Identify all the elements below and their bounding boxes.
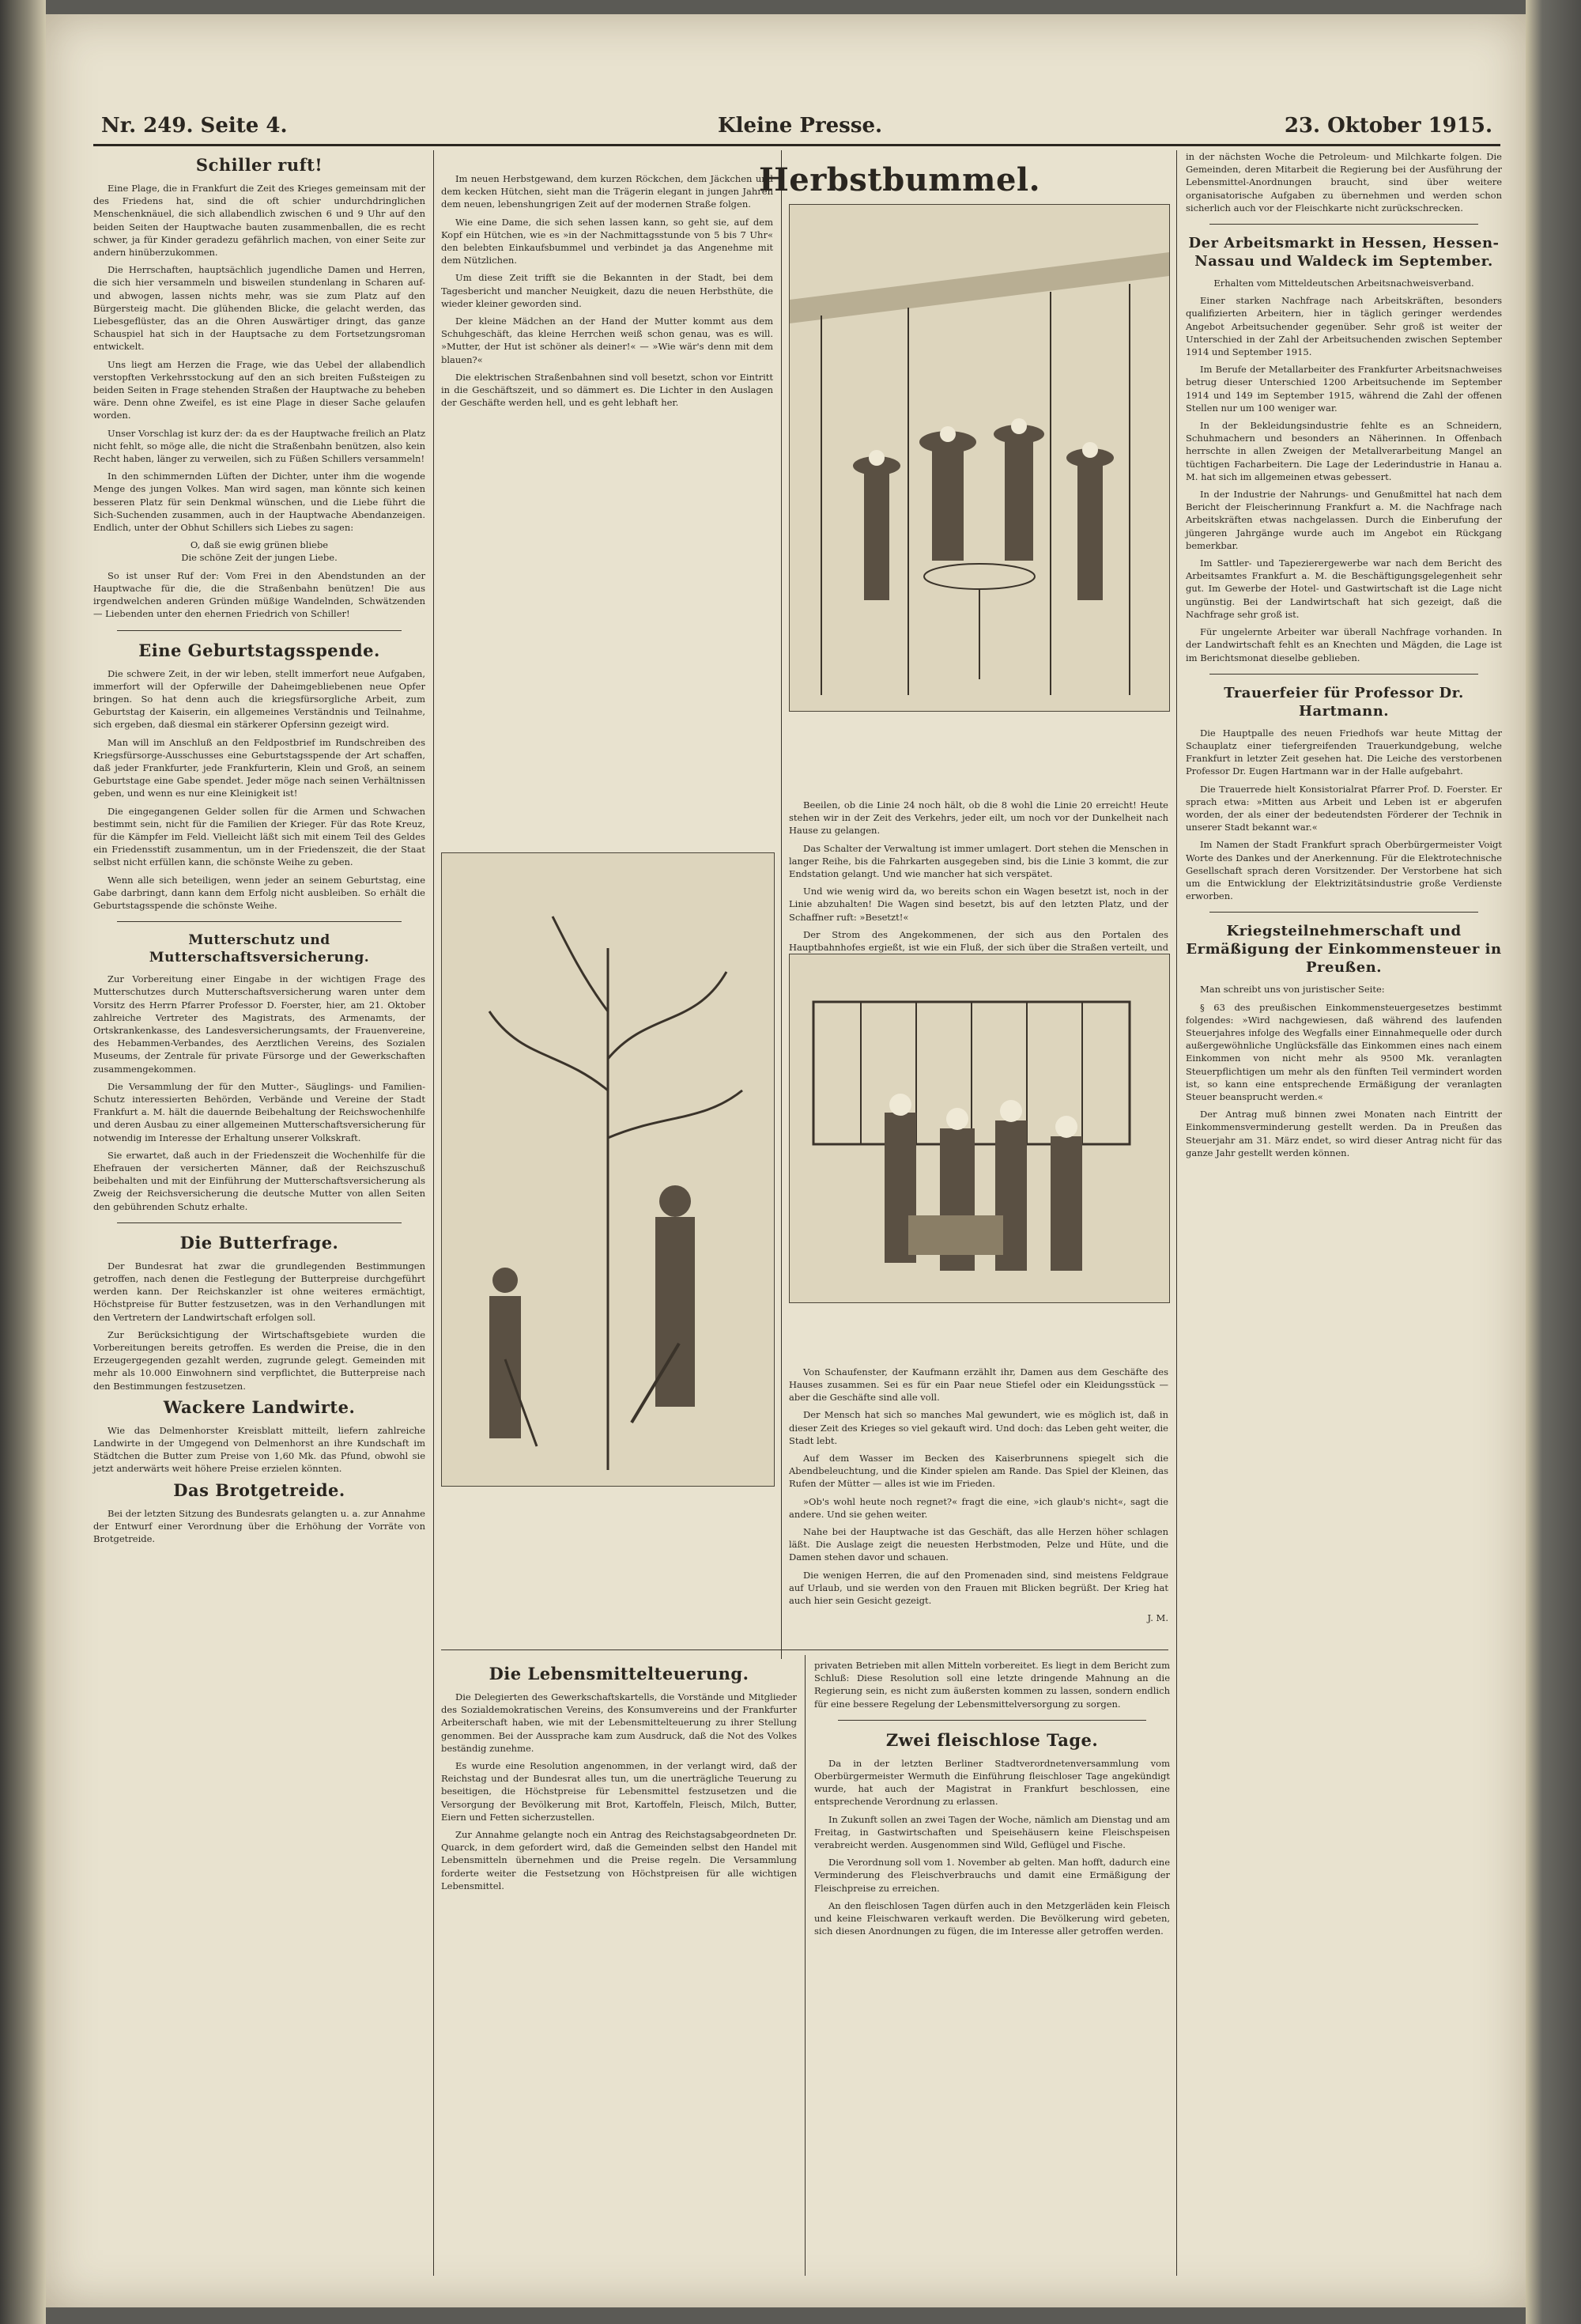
paragraph: Einer starken Nachfrage nach Arbeitskräften, besonders qualifizierten Arbeitern, hier in täglich geringer werdendes Angebot Arbeitsuchender gegenüber. Sehr groß ist weiter der Unterschied in der Zahl der Arbeitsuchenden zwischen September 1914 und September 1915. — [1186, 295, 1502, 358]
byline: Erhalten vom Mitteldeutschen Arbeitsnachweisverband. — [1213, 278, 1474, 289]
book-edge-right — [1526, 0, 1581, 2324]
paragraph: In der Industrie der Nahrungs- und Genußmittel hat nach dem Bericht der Fleischerinnung Frankfurt a. M. die Nachfrage nach Arbeitskräften etwas nachgelassen. Durch die Einberufung der jüngeren Jahrgänge wurde auch im Angebot ein Rückgang bemerkbar. — [1186, 489, 1502, 551]
headline-arbeitsmarkt: Der Arbeitsmarkt in Hessen, Hessen-Nassau und Waldeck im September. — [1188, 235, 1500, 270]
divider — [1209, 224, 1478, 225]
newspaper-page — [46, 14, 1526, 2307]
paragraph: Die Herrschaften, hauptsächlich jugendliche Damen und Herren, die sich hier versammeln und bisweilen stundenlang in Scharen auf- und abwogen, lassen nichts mehr, was sie zum Platz auf den Bürgersteig macht. Die glühenden Blicke, die gelacht werden, das Liebesgeflüster, das an die Ohren Auswärtiger dringt, das ganze Schauspiel hat sich in der Hauptsache zu dem Fortsetzungsroman entwickelt. — [93, 264, 425, 353]
headline-butterfrage: Die Butterfrage. — [179, 1232, 339, 1253]
paragraph: § 63 des preußischen Einkommensteuergesetzes bestimmt folgendes: »Wird nachgewiesen, daß während des laufenden Steuerjahres infolge des Wegfalls einer Einnahmequelle oder durch außergewöhnliche Unglücksfälle das Einkommen eines nach einem Einkommen von nicht mehr als 9500 Mk. veranlagten Steuerpflichtigen um mehr als den fünften Teil vermindert worden ist, so kann eine entsprechende Ermäßigung der veranlagten Steuer beansprucht werden.« — [1186, 1001, 1502, 1102]
headline-hartmann: Trauerfeier für Professor Dr. Hartmann. — [1224, 684, 1464, 720]
paragraph: Der Mensch hat sich so manches Mal gewundert, wie es möglich ist, daß in dieser Zeit des Krieges so viel gekauft wird. Und doch: das Leben geht weiter, die Stadt lebt. — [789, 1409, 1168, 1446]
verse-line: Die schöne Zeit der jungen Liebe. — [181, 552, 338, 564]
paragraph: In den schimmernden Lüften der Dichter, unter ihm die wogende Menge des jungen Volkes. Man wird sagen, man könnte sich keinen besseren Platz für sein Denkmal wünschen, und die Liebe führt die Sich-Suchenden zusammen, auch in der Hauptwache Abendanzeigen. Endlich, unter der Obhut Schillers sich Liebes zu sagen: — [93, 470, 425, 534]
paragraph: In Zukunft sollen an zwei Tagen der Woche, nämlich am Dienstag und am Freitag, in Gastwirtschaften und Speisehäusern keine Fleischspeisen verabreicht werden. Ausgenommen sind Wild, Geflügel und Fische. — [814, 1813, 1170, 1851]
masthead — [93, 109, 1500, 146]
paragraph: Der kleine Mädchen an der Hand der Mutter kommt aus dem Schuhgeschäft, das kleine Herrchen weiß schon genau, was es will. »Mutter, der Hut ist schöner als deiner!« — »Wie wär's denn mit dem blauen?« — [441, 316, 773, 365]
paper-title: Kleine Presse. — [718, 114, 883, 138]
paragraph: Im neuen Herbstgewand, dem kurzen Röckchen, dem Jäckchen und dem kecken Hütchen, sieht man die Trägerin elegant in jungen Jahren dem neuen, lebenshungrigen Zeit auf der modernen Straße folgen. — [441, 173, 773, 210]
headline-lebensmittelteuerung: Die Lebensmittelteuerung. — [489, 1664, 749, 1683]
divider — [117, 921, 402, 922]
paragraph: »Ob's wohl heute noch regnet?« fragt die eine, »ich glaub's nicht«, sagt die andere. Und sie gehen weiter. — [789, 1495, 1168, 1520]
issue-number: Nr. 249. Seite 4. — [101, 114, 288, 138]
paragraph: Eine Plage, die in Frankfurt die Zeit des Krieges gemeinsam mit der des Friedens hat, sind die oft schier undurchdringlichen Menschenknäuel, die sich allabendlich zwischen 6 und 9 Uhr auf den beiden Seiten der Hauptwache bauten zusammenballen, die es recht schwer, ja für Kinder geradezu gefährlich machen, von einer Seite zur andern hinüberzukommen. — [93, 183, 425, 259]
paragraph: Beeilen, ob die Linie 24 noch hält, ob die 8 wohl die Linie 20 erreicht! Heute stehen wir in der Zeit des Verkehrs, jeder eilt, um noch vor der Dunkelheit nach Hause zu gelangen. — [789, 799, 1168, 837]
divider — [117, 1222, 402, 1223]
paragraph: Uns liegt am Herzen die Frage, wie das Uebel der allabendlich verstopften Verkehrsstockung auf den an sich breiten Fußsteigen zu beiden Seiten in Frage stehenden Straßen der Hauptwache zu beheben wäre. Denn ohne Zweifel, es ist eine Plage in dieser Sache gelaufen worden. — [93, 358, 425, 421]
paragraph: Zur Annahme gelangte noch ein Antrag des Reichstagsabgeordneten Dr. Quarck, in dem gefordert wird, daß die Gemeinden selbst den Handel mit Lebensmitteln übernehmen und die Preise regeln. Die Versammlung forderte weiter die Festsetzung von Höchstpreisen für alle wichtigen Lebensmittel. — [441, 1829, 797, 1891]
column-rule — [1176, 150, 1177, 2276]
paragraph: In der Bekleidungsindustrie fehlte es an Schneidern, Schuhmachern und besonders an Näherinnen. In Offenbach herrschte in allen Zweigen der Metallverarbeitung Mangel an tüchtigen Facharbeitern. Die Lage der Lederindustrie in Hanau a. M. hat sich im allgemeinen etwas gebessert. — [1186, 420, 1502, 482]
paragraph: Für ungelernte Arbeiter war überall Nachfrage vorhanden. In der Landwirtschaft fehlt es an Knechten und Mägden, die Lage ist im Berichtsmonat dieselbe geblieben. — [1186, 626, 1502, 663]
paragraph: Die elektrischen Straßenbahnen sind voll besetzt, schon vor Eintritt in die Geschäftszeit, und so dämmert es. Die Lichter in den Auslagen der Geschäfte werden hell, und es geht lebhaft her. — [441, 371, 773, 409]
book-edge-left — [0, 0, 46, 2324]
paragraph: Die eingegangenen Gelder sollen für die Armen und Schwachen bestimmt sein, nicht für die Familien der Krieger. Für das Rote Kreuz, für die Kämpfer im Feld. Vielleicht läßt sich mit einem Teil des Geldes ein Friedensstift zusammentun, um in der Friedenszeit, die der Staat selbst nicht erfüllen kann, die schönste Weihe zu geben. — [93, 805, 425, 868]
paragraph: Die Versammlung der für den Mutter-, Säuglings- und Familien-Schutz interessierten Behörden, Verbände und Vereine der Stadt Frankfurt a. M. hält die dauernde Beibehaltung der Reichswochenhilfe und deren Ausbau zu einer allgemeinen Mutterschaftsversicherung für notwendig im Interesse der Erhaltung unserer Volkskraft. — [93, 1080, 425, 1143]
article-lebensmittel — [441, 1659, 797, 2276]
paragraph: privaten Betrieben mit allen Mitteln vorbereitet. Es liegt in dem Bericht zum Schluß: Diese Resolution soll eine letzte dringende Mahnung an die Regierung sein, es nicht zum äußersten kommen zu lassen, sondern endlich für eine bessere Regelung der Lebensmittelversorgung zu sorgen. — [814, 1660, 1170, 1710]
paragraph: Der Strom des Angekommenen, der sich aus den Portalen des Hauptbahnhofes ergießt, ist wie ein Fluß, der sich über die Straßen verteilt, und — [789, 928, 1168, 954]
column-rule — [433, 150, 434, 2276]
paragraph: Die Trauerrede hielt Konsistorialrat Pfarrer Prof. D. Foerster. Er sprach etwa: »Mitten aus Arbeit und Leben ist er abgerufen worden, der als einer der bedeutendsten Förderer der Technik in unserer Stadt bekannt war.« — [1186, 783, 1502, 833]
paragraph: Der Antrag muß binnen zwei Monaten nach Eintritt der Einkommensverminderung gestellt werden. Da in Preußen das Steuerjahr am 31. März endet, so wird dieser Antrag nicht für das ganze Jahr gestellt werden können. — [1186, 1109, 1502, 1158]
paragraph: Wie das Delmenhorster Kreisblatt mitteilt, liefern zahlreiche Landwirte in der Umgegend von Delmenhorst an ihre Kundschaft im Städtchen die Butter zum Preise von 1,60 Mk. das Pfund, obwohl sie jetzt anderwärts weit höhere Preise erzielen könnten. — [93, 1424, 425, 1475]
paragraph: Zur Berücksichtigung der Wirtschaftsgebiete wurden die Vorbereitungen bereits getroffen. Es werden die Preise, die in den Erzeugergegenden gezahlt werden, zugrunde gelegt. Gemeinden mit mehr als 10.000 Einwohnern sind verpflichtet, die Butterpreise nach den Bestimmungen festzusetzen. — [93, 1328, 425, 1392]
column-rule — [781, 150, 782, 1659]
column-4 — [1186, 150, 1502, 2276]
tram-passengers-drawing — [790, 954, 1169, 1302]
column-1 — [93, 150, 425, 2276]
paragraph: Und wie wenig wird da, wo bereits schon ein Wagen besetzt ist, noch in der Linie abzuhalten! Die Wagen sind besetzt, bis auf den letzten Platz, und der Schaffner ruft: »Besetzt!« — [789, 886, 1168, 923]
paragraph: Der Bundesrat hat zwar die grundlegenden Bestimmungen getroffen, nach denen die Festlegung der Butterpreise durchgeführt werden kann. Der Reichskanzler ist ohne weiteres ermächtigt, Höchstpreise für Butter festzusetzen, was in den Verhandlungen mit den Vertretern der Landwirtschaft erfolgen soll. — [93, 1260, 425, 1323]
paragraph: Da in der letzten Berliner Stadtverordnetenversammlung vom Oberbürgermeister Wermuth die Einführung fleischloser Tage angekündigt wurde, hat auch der Magistrat in Frankfurt beschlossen, eine entsprechende Verordnung zu erlassen. — [814, 1757, 1170, 1808]
paragraph: Die Delegierten des Gewerkschaftskartells, die Vorstände und Mitglieder des Sozialdemokratischen Vereins, des Konsumvereins und der Frankfurter Arbeiterschaft haben, wie mit der Lebensmittelteuerung zu ihrer Stellung genommen. Bei der Aussprache kam zum Ausdruck, daß die Not des Volkes beständig zunehme. — [441, 1691, 797, 1754]
paragraph: Im Berufe der Metallarbeiter des Frankfurter Arbeitsnachweises betrug dieser Unterschied 1200 Arbeitsuchende im September 1914 und 149 im September 1915, während die Zahl der offenen Stellen nur um 100 weniger war. — [1186, 364, 1502, 414]
byline: Man schreibt uns von juristischer Seite: — [1200, 984, 1385, 996]
illustration-tram — [789, 954, 1170, 1303]
article-fleischlos — [814, 1659, 1170, 2276]
paragraph: An den fleischlosen Tagen dürfen auch in den Metzgerläden kein Fleisch und keine Fleischwaren verkauft werden. Die Bevölkerung wird gebeten, sich diesen Anordnungen zu fügen, die im Interesse aller getroffen werden. — [814, 1899, 1170, 1937]
signature: J. M. — [1147, 1612, 1168, 1624]
paragraph: Unser Vorschlag ist kurz der: da es der Hauptwache freilich an Platz nicht fehlt, so möge alle, die nicht die Straßenbahn benützen, also kein Recht haben, länger zu verweilen, sich zu Füßen Schillers versammeln! — [93, 427, 425, 465]
cafe-crowd-drawing — [790, 205, 1169, 711]
paragraph: Um diese Zeit trifft sie die Bekannten in der Stadt, bei dem Tagesbericht und mancher Neuigkeit, dazu die neuen Herbsthüte, die wieder kleiner geworden sind. — [441, 272, 773, 309]
paragraph: Die wenigen Herren, die auf den Promenaden sind, sind meistens Feldgraue auf Urlaub, und sie werden von den Frauen mit Blicken begrüßt. Der Krieg hat auch hier sein Gesicht gezeigt. — [789, 1569, 1168, 1607]
paragraph: Wie eine Dame, die sich sehen lassen kann, so geht sie, auf dem Kopf ein Hütchen, wie es »in der Nachmittagsstunde von 5 bis 7 Uhr« den belebten Einkaufsbummel und verbindet ja das Angenehme mit dem Nützlichen. — [441, 216, 773, 266]
illustration-sweepers — [441, 852, 775, 1487]
headline-mutterschutz: Mutterschutz und Mutterschaftsversicherung. — [149, 932, 370, 966]
paragraph: Man will im Anschluß an den Feldpostbrief im Rundschreiben des Kriegsfürsorge-Ausschusses eine Geburtstagsspende der Art schaffen, daß jeder Frankfurter, jede Frankfurterin, Klein und Groß, an seinem Geburtstage eine Gabe spendet. Jeder möge nach seinen Verhältnissen geben, und wenn es nur eine Kleinigkeit ist! — [93, 736, 425, 799]
section-rule — [441, 1649, 1168, 1650]
paragraph: Auf dem Wasser im Becken des Kaiserbrunnens spiegelt sich die Abendbeleuchtung, und die Kinder spielen am Rande. Das Spiel der Kleinen, das Rufen der Mütter — alles ist wie im Frieden. — [789, 1453, 1168, 1490]
paragraph: Die schwere Zeit, in der wir leben, stellt immerfort neue Aufgaben, immerfort will der Opferwille der Daheimgebliebenen neue Opfer bringen. So hat denn auch die kriegsfürsorgliche Arbeit, zum Geburtstag der Kaiserin, ein allgemeines Verständnis und Teilnahme, sich ergeben, daß diesmal ein stärkerer Opfersinn gezeigt wird. — [93, 667, 425, 731]
paragraph: Bei der letzten Sitzung des Bundesrats gelangten u. a. zur Annahme der Entwurf einer Verordnung über die Erhöhung der Vorräte von Brotgetreide. — [93, 1507, 425, 1545]
divider — [1209, 674, 1478, 675]
paragraph: Nahe bei der Hauptwache ist das Geschäft, das alle Herzen höher schlagen läßt. Die Auslage zeigt die neuesten Herbstmoden, Pelze und Hüte, und die Damen stehen davor und schauen. — [789, 1526, 1168, 1563]
paragraph: Die Hauptpalle des neuen Friedhofs war heute Mittag der Schauplatz einer tiefergreifenden Trauerkundgebung, welche Frankfurt in letzter Zeit gesehen hat. Die Leiche des verstorbenen Professor Dr. Eugen Hartmann war in der Halle aufgebahrt. — [1186, 727, 1502, 777]
paragraph: Die Verordnung soll vom 1. November ab gelten. Man hofft, dadurch eine Verminderung des Fleischverbrauchs und damit eine Ermäßigung der Fleischpreise zu erreichen. — [814, 1857, 1170, 1894]
divider — [838, 1720, 1146, 1721]
paragraph: Von Schaufenster, der Kaufmann erzählt ihr, Damen aus dem Geschäfte des Hauses zusammen. Sei es für ein Paar neue Stiefel oder ein Kleidungsstück — aber die Geschäfte sind alle voll. — [789, 1366, 1168, 1404]
paragraph: Im Sattler- und Tapezierergewerbe war nach dem Bericht des Arbeitsamtes Frankfurt a. M. die Beschäftigungsgelegenheit sehr gut. Im Gewerbe der Hotel- und Gastwirtschaft ist die Lage nicht ungünstig. Bei der Landwirtschaft hat sich gezeigt, daß die Nachfrage sehr groß ist. — [1186, 557, 1502, 620]
paragraph: So ist unser Ruf der: Vom Frei in den Abendstunden an der Hauptwache für die, die die Straßenbahn benützen! Die aus irgendwelchen anderen Gründen müßige Wandelnden, Schwätzenden — Liebenden unter den ehernen Friedrich von Schiller! — [93, 569, 425, 620]
issue-date: 23. Oktober 1915. — [1284, 114, 1492, 138]
headline-fleischlose-tage: Zwei fleischlose Tage. — [885, 1729, 1099, 1750]
paragraph: in der nächsten Woche die Petroleum- und Milchkarte folgen. Die Gemeinden, deren Mitarbeit die Regierung bei der Ausführung der Lebensmittel-Anordnungen braucht, sind über weitere organisatorische Aufgaben zu übernehmen und werden schon sicherlich auch vor der Fleischkarte nicht zurückschrecken. — [1186, 151, 1502, 214]
illustration-cafe — [789, 204, 1170, 712]
paragraph: Das Schalter der Verwaltung ist immer umlagert. Dort stehen die Menschen in langer Reihe, bis die Fahrkarten ausgegeben sind, bis die Linie 3 kommt, die zur Endstation gelangt. Und wie mancher hat sich verspätet. — [789, 842, 1168, 880]
verse-line: O, daß sie ewig grünen bliebe — [190, 539, 329, 551]
headline-herbstbummel: Herbstbummel. — [758, 161, 1041, 198]
headline-schiller: Schiller ruft! — [195, 155, 323, 175]
paragraph: Im Namen der Stadt Frankfurt sprach Oberbürgermeister Voigt Worte des Dankes und der Anerkennung. Für die Elektrotechnische Gesellschaft sprach deren Vorsitzender. Der Verstorbene hat sich um die Entwicklung der Elektrizitätsindustrie große Verdienste erworben. — [1186, 839, 1502, 902]
divider — [117, 630, 402, 631]
headline-brotgetreide: Das Brotgetreide. — [173, 1479, 345, 1500]
divider — [1209, 912, 1478, 913]
paragraph: Sie erwartet, daß auch in der Friedenszeit die Wochenhilfe für die Ehefrauen der versicherten Männer, daß der Reichszuschuß beibehalten und mit der Einführung der Mutterschaftsversicherung als Zweig der Reichsversicherung die deutsche Mutter von allen Seiten den gebührenden Schutz erhalte. — [93, 1149, 425, 1212]
paragraph: Es wurde eine Resolution angenommen, in der verlangt wird, daß der Reichstag und der Bundesrat alles tun, um die unerträgliche Teuerung zu beseitigen, die Höchstpreise für Lebensmittel festzusetzen und die Versorgung der Bevölkerung mit Brot, Kartoffeln, Fleisch, Milch, Butter, Eiern und Fetten sicherzustellen. — [441, 1760, 797, 1823]
street-sweeper-drawing — [442, 853, 774, 1486]
column-rule — [805, 1655, 806, 2276]
paragraph: Wenn alle sich beteiligen, wenn jeder an seinem Geburtstag, eine Gabe darbringt, dann kann dem Erfolg nicht ausbleiben. So erhält die Geburtstagsspende die schönste Weihe. — [93, 874, 425, 911]
headline-geburtstagsspende: Eine Geburtstagsspende. — [138, 640, 380, 660]
headline-kriegsteilnehmer: Kriegsteilnehmerschaft und Ermäßigung der Einkommensteuer in Preußen. — [1186, 923, 1502, 977]
paragraph: Zur Vorbereitung einer Eingabe in der wichtigen Frage des Mutterschutzes durch Mutterschaftsversicherung waren unter dem Vorsitz des Herrn Pfarrer Professor D. Foerster, hier, am 21. Oktober zahlreiche Vertreter des Magistrats, des Armenamts, der Ortskrankenkasse, des Landesversicherungsamts, der Frauenvereine, des Hebammen-Verbandes, des Aerztlichen Vereins, des Sozialen Museums, der Zentrale für private Fürsorge und der Gewerkschaften zusammengekommen. — [93, 973, 425, 1075]
headline-landwirte: Wackere Landwirte. — [163, 1396, 356, 1417]
